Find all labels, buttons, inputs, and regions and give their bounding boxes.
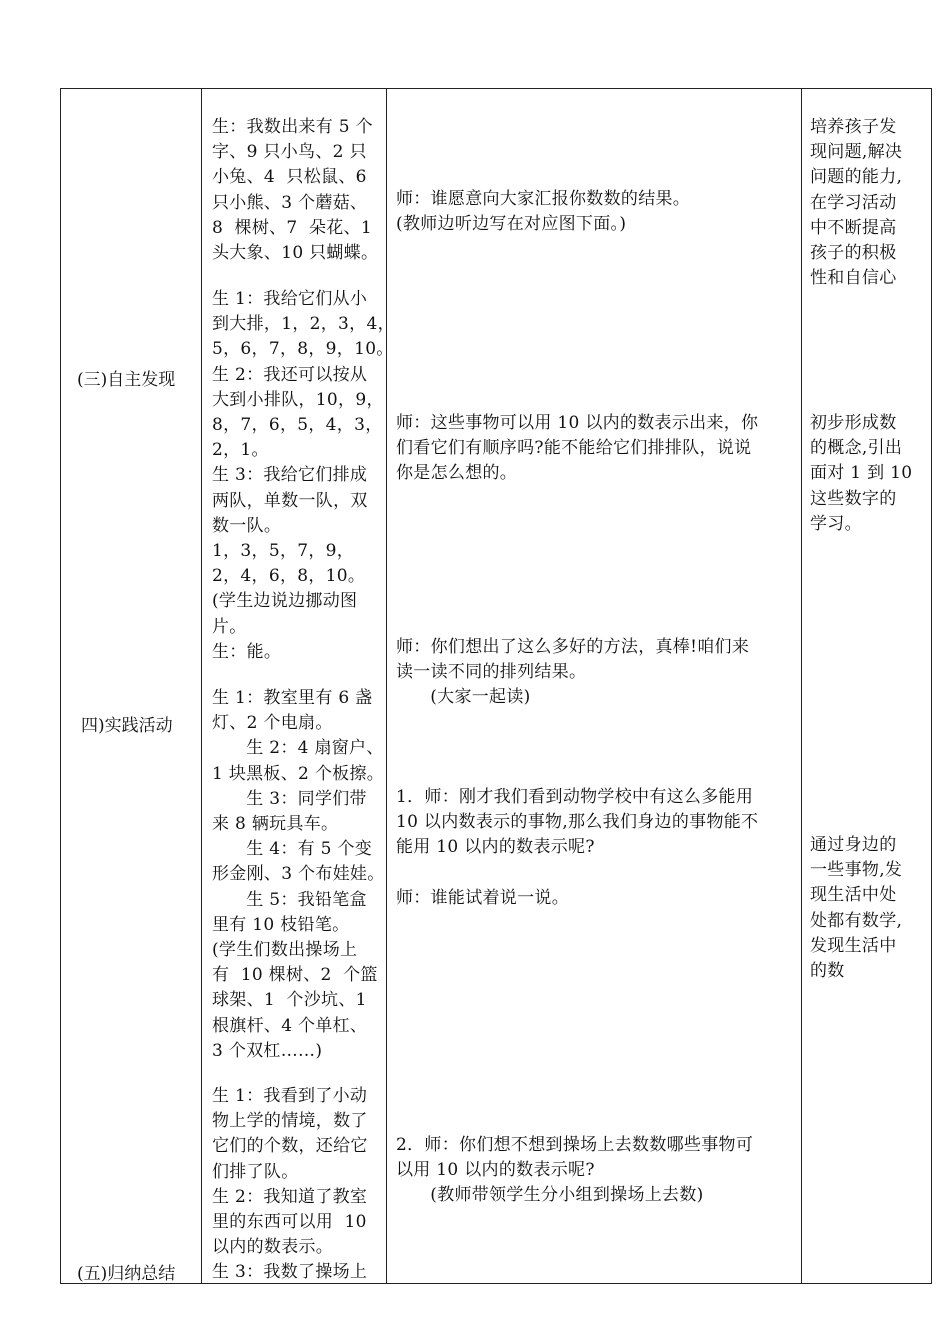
teacher-activity: 1．师：刚才我们看到动物学校中有这么多能用 10 以内数表示的事物,那么我们身边的事物能不 能用 10 以内的数表示呢? 师：谁能试着说一说。 [396, 787, 759, 908]
stage-label: (五)归纳总结 [77, 1264, 176, 1284]
teacher-activity: 2．师：你们想不想到操场上去数数哪些事物可 以用 10 以内的数表示呢? (教师带领学生分小组到操场上去数) [396, 1135, 754, 1206]
student-responses: 生 1：我看到了小动 物上学的情境，数了 它们的个数，还给它 们排了队。 生 2：我知道了教室 里的东西可以用 10 以内的数表示。 生 3：我数了操场上 [212, 1086, 368, 1283]
column-divider [386, 89, 387, 1283]
stage-label: 四)实践活动 [81, 716, 173, 736]
teacher-activity: 师：你们想出了这么多好的方法，真棒!咱们来 读一读不同的排列结果。 (大家一起读) [396, 637, 750, 708]
design-intent: 初步形成数 的概念,引出 面对 1 到 10 这些数字的 学习。 [810, 413, 913, 534]
student-responses: 生 1：教室里有 6 盏 灯、2 个电扇。 生 2：4 扇窗户、 1 块黑板、2 个板擦。 生 3：同学们带 来 8 辆玩具车。 生 4：有 5 个变 形金刚、3 个布娃娃。 生 5：我铅笔盒 里有 10 枝铅笔。 (学生们数出操场上 有 10 棵树、2 个篮 球架、1 个沙坑、1 根旗杆、4 个单杠、 3 个双杠……) [212, 688, 385, 1061]
stage-label: (三)自主发现 [77, 370, 176, 390]
design-intent: 培养孩子发 现问题,解决 问题的能力, 在学习活动 中不断提高 孩子的积极 性和自信心 [810, 117, 903, 289]
design-intent: 通过身边的 一些事物,发 现生活中处 处都有数学, 发现生活中 的数 [810, 835, 903, 982]
column-divider [801, 89, 802, 1283]
lesson-table [60, 88, 932, 1284]
student-responses: 生 1：我给它们从小 到大排，1，2，3，4， 5，6，7，8，9，10。 生 2：我还可以按从 大到小排队，10，9， 8，7，6，5，4，3， 2，1。 生 3：我给它们排成 两队，单数一队，双 数一队。 1，3，5，7，9， 2，4，6，8，10。 (学生边说边挪动图 片。 生：能。 [212, 289, 395, 662]
teacher-activity: 师：谁愿意向大家汇报你数数的结果。 (教师边听边写在对应图下面。) [396, 189, 691, 235]
teacher-activity: 师：这些事物可以用 10 以内的数表示出来，你 们看它们有顺序吗?能不能给它们排排队，说说 你是怎么想的。 [396, 413, 759, 484]
column-divider [201, 89, 202, 1283]
student-responses: 生：我数出来有 5 个 字、9 只小鸟、2 只 小兔、4 只松鼠、6 只小熊、3 个蘑菇、 8 棵树、7 朵花、1 头大象、10 只蝴蝶。 [212, 117, 379, 264]
